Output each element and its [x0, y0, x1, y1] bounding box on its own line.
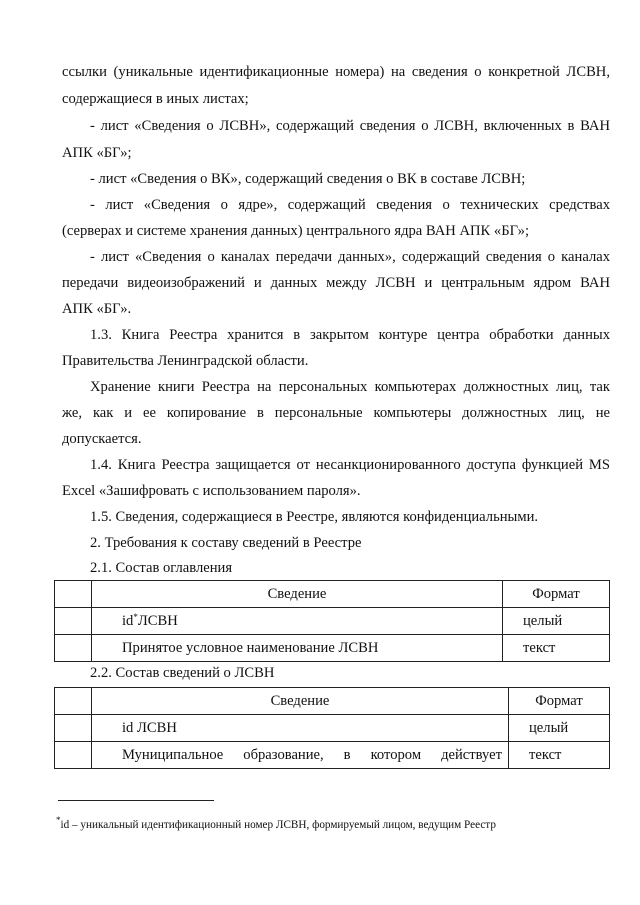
- paragraph-storage-end: допускается.: [62, 431, 142, 447]
- table-cell-name: Принятое условное наименование ЛСВН: [92, 635, 503, 662]
- table-cell-number: [55, 688, 92, 715]
- list-item-channels-end: АПК «БГ».: [62, 301, 132, 317]
- list-item-lsvn-cont: АПК «БГ»;: [62, 145, 132, 161]
- table-cell-format: текст: [509, 742, 610, 769]
- table-cell-number: [55, 715, 92, 742]
- table-cell-format: целый: [503, 608, 610, 635]
- table-cell-number: [55, 608, 92, 635]
- paragraph-storage: Хранение книги Реестра на персональных компьютерах должностных лиц, так: [90, 379, 610, 395]
- paragraph-1-5: 1.5. Сведения, содержащиеся в Реестре, являются конфиденциальными.: [90, 509, 539, 525]
- paragraph-storage-cont: же, как и ее копирование в персональные компьютеры должностных лиц, не: [62, 405, 610, 421]
- column-header-format: Формат: [503, 581, 610, 608]
- table-lsvn-info: [54, 687, 610, 769]
- paragraph-1-3-cont: Правительства Ленинградской области.: [62, 353, 309, 369]
- footnote: [56, 813, 496, 832]
- table-row: [55, 608, 610, 635]
- footnote-divider: [58, 800, 214, 801]
- list-item-vk: - лист «Сведения о ВК», содержащий сведения о ВК в составе ЛСВН;: [90, 171, 526, 187]
- section-heading-2: 2. Требования к составу сведений в Реестре: [90, 535, 362, 551]
- table-cell-name: id ЛСВН: [92, 715, 509, 742]
- list-item-channels: - лист «Сведения о каналах передачи данных», содержащий сведения о каналах: [90, 249, 610, 265]
- table-cell-number: [55, 742, 92, 769]
- table-row: [55, 742, 610, 769]
- footnote-reference: *: [133, 612, 138, 622]
- list-item-channels-cont: передачи видеоизображений и данных между ЛСВН и центральным ядром ВАН: [62, 275, 610, 291]
- paragraph-1-3: 1.3. Книга Реестра хранится в закрытом контуре центра обработки данных: [90, 327, 610, 343]
- table-cell-name: Муниципальное образование, в котором действует: [92, 742, 509, 769]
- table-cell-format: текст: [503, 635, 610, 662]
- column-header-name: Сведение: [92, 581, 503, 608]
- table-contents: [54, 580, 610, 662]
- id-name: ЛСВН: [137, 613, 178, 629]
- table-cell-number: [55, 635, 92, 662]
- list-item-core: - лист «Сведения о ядре», содержащий сведения о технических средствах: [90, 197, 610, 213]
- table-row: [55, 715, 610, 742]
- footnote-mark: *: [56, 815, 61, 825]
- table-row: [55, 635, 610, 662]
- table-header-row: [55, 581, 610, 608]
- table-cell-name: [92, 608, 503, 635]
- table-cell-format: целый: [509, 715, 610, 742]
- paragraph-line: содержащиеся в иных листах;: [62, 91, 249, 107]
- column-header-format: Формат: [509, 688, 610, 715]
- list-item-core-cont: (серверах и системе хранения данных) центрального ядра ВАН АПК «БГ»;: [62, 223, 530, 239]
- paragraph-1-4: 1.4. Книга Реестра защищается от несанкционированного доступа функцией MS: [90, 457, 610, 473]
- table-cell-number: [55, 581, 92, 608]
- paragraph-line: ссылки (уникальные идентификационные номера) на сведения о конкретной ЛСВН,: [62, 64, 610, 80]
- section-heading-2-2: 2.2. Состав сведений о ЛСВН: [90, 665, 275, 681]
- section-heading-2-1: 2.1. Состав оглавления: [90, 560, 233, 576]
- id-label: id: [122, 613, 134, 629]
- column-header-name: Сведение: [92, 688, 509, 715]
- footnote-text: id – уникальный идентификационный номер ЛСВН, формируемый лицом, ведущим Реестр: [60, 819, 496, 831]
- paragraph-1-4-cont: Excel «Зашифровать с использованием пароля».: [62, 483, 361, 499]
- list-item-lsvn: - лист «Сведения о ЛСВН», содержащий сведения о ЛСВН, включенных в ВАН: [90, 118, 610, 134]
- table-header-row: [55, 688, 610, 715]
